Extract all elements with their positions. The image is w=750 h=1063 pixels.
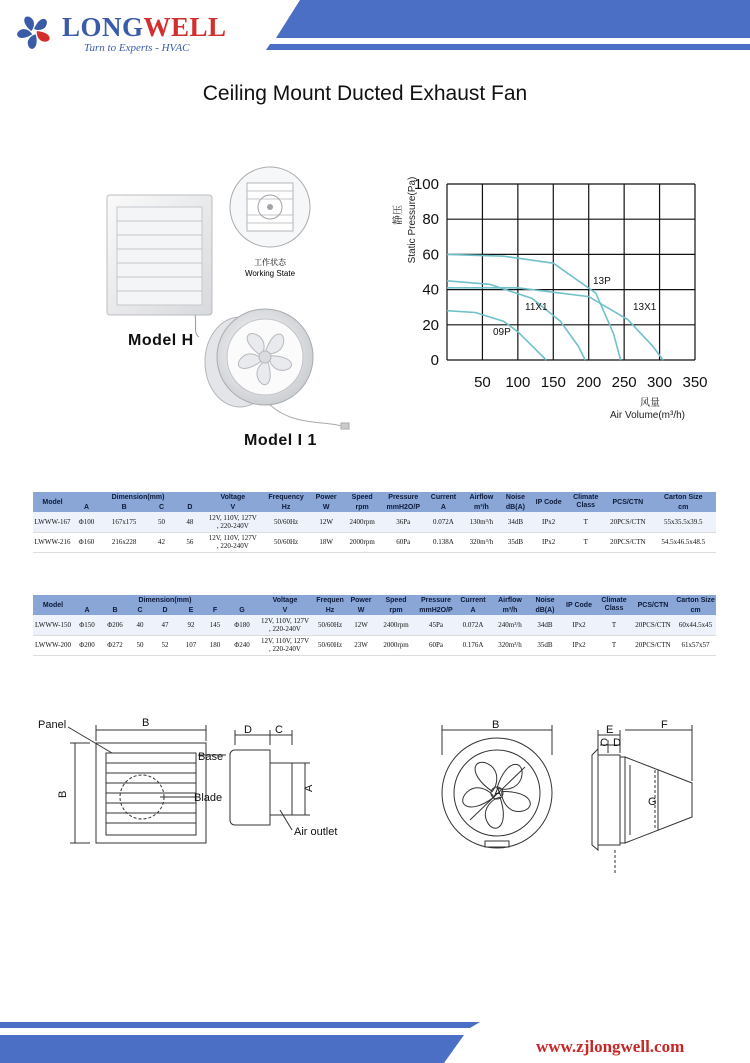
t2-h-power: Power — [347, 595, 375, 605]
t1-cell: 2400rpm — [342, 512, 383, 532]
t1-h-climate: Climate Class — [566, 492, 605, 512]
t1-sub-d: D — [176, 502, 204, 512]
t2-cell: Φ180 — [227, 615, 257, 635]
t2-cell: Φ272 — [101, 635, 129, 655]
curve-label-13p: 13P — [593, 276, 611, 287]
spec-table-1 — [33, 492, 716, 553]
t1-sub-cm: cm — [650, 502, 716, 512]
label-base: Base — [198, 751, 224, 763]
t1-cell: 167x175 — [101, 512, 147, 532]
curve-label-11x1: 11X1 — [525, 302, 548, 313]
model-h-drawing — [30, 715, 360, 850]
x-tick-label: 200 — [576, 374, 602, 391]
t1-cell: T — [566, 532, 605, 552]
t2-cell: 92 — [179, 615, 203, 635]
t2-cell: 47 — [151, 615, 179, 635]
t1-h-power: Power — [311, 492, 342, 502]
t2-cell: IPx2 — [561, 635, 597, 655]
t2-cell: 12V, 110V, 127V , 220-240V — [257, 635, 313, 655]
t1-cell: 56 — [176, 532, 204, 552]
t2-cell: 0.176A — [455, 635, 491, 655]
t2-cell: 240m³/h — [491, 615, 529, 635]
curve-label-13x1: 13X1 — [633, 302, 657, 313]
label-dim-a: A — [303, 784, 315, 792]
t1-cell: T — [566, 512, 605, 532]
t2-sub-a: A — [73, 605, 101, 615]
chart-grid — [447, 184, 695, 360]
t2-h-current: Current — [455, 595, 491, 605]
chart-ylabel: Static Pressure(Pa) — [407, 176, 418, 264]
t1-cell: 48 — [176, 512, 204, 532]
t2-cell: Φ206 — [101, 615, 129, 635]
t1-cell: IPx2 — [531, 532, 566, 552]
t1-sub-hz: Hz — [262, 502, 311, 512]
t2-h-airflow: Airflow — [491, 595, 529, 605]
t1-cell: 320m³/h — [463, 532, 500, 552]
t2-h-speed: Speed — [375, 595, 417, 605]
model-i1-label: Model I 1 — [244, 432, 317, 449]
t2-row — [33, 615, 716, 635]
t1-cell: Φ100 — [72, 512, 101, 532]
header-band-bottom — [266, 44, 750, 50]
t2-cell: 50/60Hz — [313, 635, 347, 655]
label-i1-dim-b: B — [492, 719, 500, 731]
working-state-en: Working State — [244, 269, 296, 278]
t2-h-pcs: PCS/CTN — [631, 595, 675, 615]
t2-cell: 20PCS/CTN — [631, 615, 675, 635]
t1-cell: 20PCS/CTN — [605, 532, 650, 552]
product-illustrations — [95, 165, 365, 455]
y-tick-label: 40 — [422, 281, 439, 299]
t1-cell: 60Pa — [383, 532, 424, 552]
t1-sub-rpm: rpm — [342, 502, 383, 512]
t2-sub-db: dB(A) — [529, 605, 561, 615]
t1-cell: 34dB — [500, 512, 531, 532]
brand-name-part2: WELL — [143, 12, 227, 42]
brand-name — [62, 12, 227, 43]
t1-h-model: Model — [33, 492, 72, 512]
t1-cell: IPx2 — [531, 512, 566, 532]
spec-table-2 — [33, 595, 716, 656]
t2-h-pressure: Pressure — [417, 595, 455, 605]
t2-sub-mmh2o: mmH2O/P — [417, 605, 455, 615]
t2-cell: LWWW-200 — [33, 635, 73, 655]
spec-table-2-body — [33, 615, 716, 655]
t2-cell: LWWW-150 — [33, 615, 73, 635]
t2-cell: 180 — [203, 635, 227, 655]
label-i1-dim-g: G — [648, 796, 657, 808]
t1-cell: 50/60Hz — [262, 512, 311, 532]
t1-cell: 35dB — [500, 532, 531, 552]
t2-cell: T — [597, 635, 631, 655]
t2-cell: 60x44.5x45 — [675, 615, 716, 635]
t2-sub-m3h: m³/h — [491, 605, 529, 615]
t2-cell: 50 — [129, 635, 151, 655]
logo — [14, 10, 274, 58]
t2-sub-c: C — [129, 605, 151, 615]
page-title: Ceiling Mount Ducted Exhaust Fan — [202, 82, 528, 105]
t2-cell: 107 — [179, 635, 203, 655]
t1-h-pressure: Pressure — [383, 492, 424, 502]
t1-row — [33, 532, 716, 552]
y-tick-label: 0 — [430, 352, 439, 369]
t2-row — [33, 635, 716, 655]
t2-cell: 0.072A — [455, 615, 491, 635]
label-i1-dim-f: F — [661, 719, 668, 731]
t1-sub-amp: A — [424, 502, 463, 512]
t1-cell: 50 — [147, 512, 175, 532]
label-dim-b: B — [142, 717, 150, 729]
footer-band-bottom — [0, 1035, 464, 1063]
t1-h-speed: Speed — [342, 492, 383, 502]
t2-sub-e: E — [179, 605, 203, 615]
header-band-top — [276, 0, 750, 38]
curve-11x1 — [447, 281, 585, 360]
y-tick-label: 80 — [422, 211, 439, 229]
t2-cell: 23W — [347, 635, 375, 655]
t1-sub-v: V — [204, 502, 262, 512]
t2-cell: 40 — [129, 615, 151, 635]
t2-cell: T — [597, 615, 631, 635]
x-tick-label: 150 — [540, 374, 566, 391]
label-air-outlet: Air outlet — [294, 826, 338, 838]
t1-cell: 2000rpm — [342, 532, 383, 552]
footer-band-top — [0, 1022, 480, 1028]
t1-h-pcs: PCS/CTN — [605, 492, 650, 512]
t2-sub-amp: A — [455, 605, 491, 615]
t2-sub-g: G — [227, 605, 257, 615]
model-i1-drawing — [430, 715, 720, 885]
label-i1-dim-d: D — [613, 737, 621, 749]
t2-h-carton: Carton Size — [676, 596, 715, 604]
t2-sub-d: D — [151, 605, 179, 615]
t1-cell: 216x228 — [101, 532, 147, 552]
x-tick-label: 350 — [682, 374, 708, 391]
t2-sub-cm: cm — [675, 605, 716, 615]
t1-sub-c: C — [147, 502, 175, 512]
chart-x-ticks — [474, 374, 707, 391]
t1-h-noise: Noise — [500, 492, 531, 502]
t1-cell: 20PCS/CTN — [605, 512, 650, 532]
t2-cell: 320m³/h — [491, 635, 529, 655]
t2-sub-b: B — [101, 605, 129, 615]
t2-cell: 2400rpm — [375, 615, 417, 635]
t2-sub-rpm: rpm — [375, 605, 417, 615]
t1-cell: LWWW-167 — [33, 512, 72, 532]
t1-sub-mmh2o: mmH2O/P — [383, 502, 424, 512]
model-h-image — [107, 195, 212, 337]
t2-cell: 12W — [347, 615, 375, 635]
chart-xlabel-cn: 风量 — [640, 398, 660, 409]
t1-h-carton: Carton Size — [650, 492, 716, 502]
t1-cell: 50/60Hz — [262, 532, 311, 552]
t2-h-frequency: Frequen — [313, 595, 347, 605]
label-i1-dim-c: C — [600, 737, 608, 749]
t2-h-dimension: Dimension(mm) — [73, 595, 257, 605]
label-dim-d: D — [244, 724, 252, 736]
t2-h-model: Model — [33, 595, 73, 615]
t2-cell: 12V, 110V, 127V , 220-240V — [257, 615, 313, 635]
y-tick-label: 100 — [413, 176, 439, 193]
t2-cell: Φ200 — [73, 635, 101, 655]
t2-cell: Φ150 — [73, 615, 101, 635]
label-dim-c: C — [275, 724, 283, 736]
curve-label-09p: 09P — [493, 327, 511, 338]
t2-cell: IPx2 — [561, 615, 597, 635]
x-tick-label: 300 — [647, 374, 673, 391]
t1-cell: 0.072A — [424, 512, 463, 532]
t1-sub-db: dB(A) — [500, 502, 531, 512]
label-i1-dim-e: E — [606, 724, 614, 736]
t1-h-airflow: Airflow — [463, 492, 500, 502]
t1-cell: 54.5x46.5x48.5 — [650, 532, 716, 552]
t1-row — [33, 512, 716, 532]
pressure-airflow-chart — [385, 170, 715, 430]
t2-cell: 50/60Hz — [313, 615, 347, 635]
t1-cell: LWWW-216 — [33, 532, 72, 552]
t1-cell: 42 — [147, 532, 175, 552]
t2-sub-f: F — [203, 605, 227, 615]
chart-curves — [447, 254, 663, 360]
label-i1-dim-a: A — [494, 787, 502, 799]
chart-xlabel: Air Volume(m³/h) — [610, 410, 686, 421]
t2-cell: 34dB — [529, 615, 561, 635]
website-link[interactable]: www.zjlongwell.com — [536, 1037, 685, 1056]
working-state-image — [230, 167, 310, 247]
t2-h-ipcode: IP Code — [561, 595, 597, 615]
t1-cell: 12W — [311, 512, 342, 532]
label-dim-b-vertical: B — [57, 790, 69, 798]
t2-cell: 52 — [151, 635, 179, 655]
working-state-cn: 工作状态 — [254, 258, 286, 267]
t1-sub-b: B — [101, 502, 147, 512]
t2-sub-v: V — [257, 605, 313, 615]
t1-cell: 12V, 110V, 127V , 220-240V — [204, 532, 262, 552]
x-tick-label: 100 — [505, 374, 531, 391]
chart-ylabel-cn: 静压 — [393, 205, 404, 225]
t1-cell: 36Pa — [383, 512, 424, 532]
t1-h-ipcode: IP Code — [531, 492, 566, 512]
spec-table-1-body — [33, 512, 716, 552]
t1-h-frequency: Frequency — [262, 492, 311, 502]
brand-tagline: Turn to Experts - HVAC — [84, 42, 190, 54]
t1-cell: 12V, 110V, 127V , 220-240V — [204, 512, 262, 532]
t2-cell: Φ240 — [227, 635, 257, 655]
t1-cell: 0.138A — [424, 532, 463, 552]
t2-cell: 20PCS/CTN — [631, 635, 675, 655]
y-tick-label: 20 — [422, 316, 439, 334]
t1-sub-m3h: m³/h — [463, 502, 500, 512]
x-tick-label: 50 — [474, 374, 491, 391]
t1-h-current: Current — [424, 492, 463, 502]
brand-name-part1: LONG — [62, 12, 144, 42]
t2-cell: 61x57x57 — [675, 635, 716, 655]
label-blade: Blade — [194, 792, 223, 804]
curve-13x1 — [447, 288, 663, 360]
t1-cell: 18W — [311, 532, 342, 552]
t2-sub-w: W — [347, 605, 375, 615]
t2-cell: 60Pa — [417, 635, 455, 655]
model-i1-image — [205, 309, 349, 429]
t2-h-noise: Noise — [529, 595, 561, 605]
fan-logo-icon — [14, 12, 54, 52]
t1-cell: 55x35.5x39.5 — [650, 512, 716, 532]
x-tick-label: 250 — [611, 374, 637, 391]
t2-cell: 35dB — [529, 635, 561, 655]
t2-cell: 145 — [203, 615, 227, 635]
t1-sub-w: W — [311, 502, 342, 512]
label-panel: Panel — [38, 719, 67, 731]
model-h-label: Model H — [128, 332, 194, 349]
t2-h-climate: Climate Class — [597, 595, 631, 615]
t2-cell: 2000rpm — [375, 635, 417, 655]
t1-sub-a: A — [72, 502, 101, 512]
t1-h-voltage: Voltage — [204, 492, 262, 502]
t2-sub-hz: Hz — [313, 605, 347, 615]
t1-h-dimension: Dimension(mm) — [72, 492, 204, 502]
y-tick-label: 60 — [422, 246, 439, 264]
t1-cell: 130m³/h — [463, 512, 500, 532]
t2-h-voltage: Voltage — [257, 595, 313, 605]
t2-cell: 45Pa — [417, 615, 455, 635]
t1-cell: Φ160 — [72, 532, 101, 552]
